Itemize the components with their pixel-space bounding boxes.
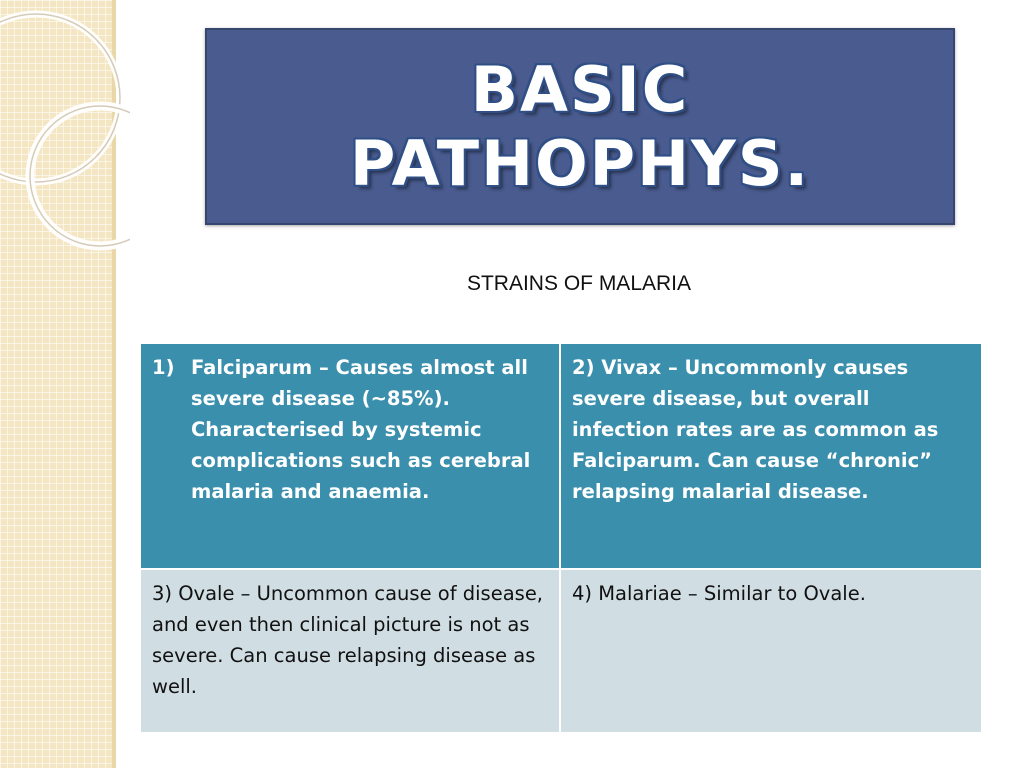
table-cell-vivax: 2) Vivax – Uncommonly causes severe disease, but overall infection rates are as common as Falciparum. Can cause “chronic” relapsing malarial disease. (561, 344, 981, 568)
slide-subtitle: STRAINS OF MALARIA (466, 272, 692, 295)
slide-title-line-2: PATHOPHYS. (349, 126, 811, 200)
table-cell-ovale: 3) Ovale – Uncommon cause of disease, and even then clinical picture is not as severe. Can cause relapsing disease as well. (141, 568, 561, 732)
decorative-ring-large (0, 14, 120, 182)
decorative-ring-large-shade (0, 14, 120, 182)
item-number: 1) (152, 356, 175, 379)
title-banner (205, 28, 955, 225)
table-cell-falciparum (141, 344, 561, 568)
numbered-item (152, 352, 547, 507)
table-cell-malariae: 4) Malariae – Similar to Ovale. (561, 568, 981, 732)
malaria-strains-table (141, 344, 981, 732)
slide-title-line-1: BASIC (470, 52, 690, 126)
item-text: Falciparum – Causes almost all severe disease (~85%). Characterised by systemic complications such as cerebral malaria and anaemia. (191, 356, 531, 503)
decorative-rings (0, 0, 130, 260)
